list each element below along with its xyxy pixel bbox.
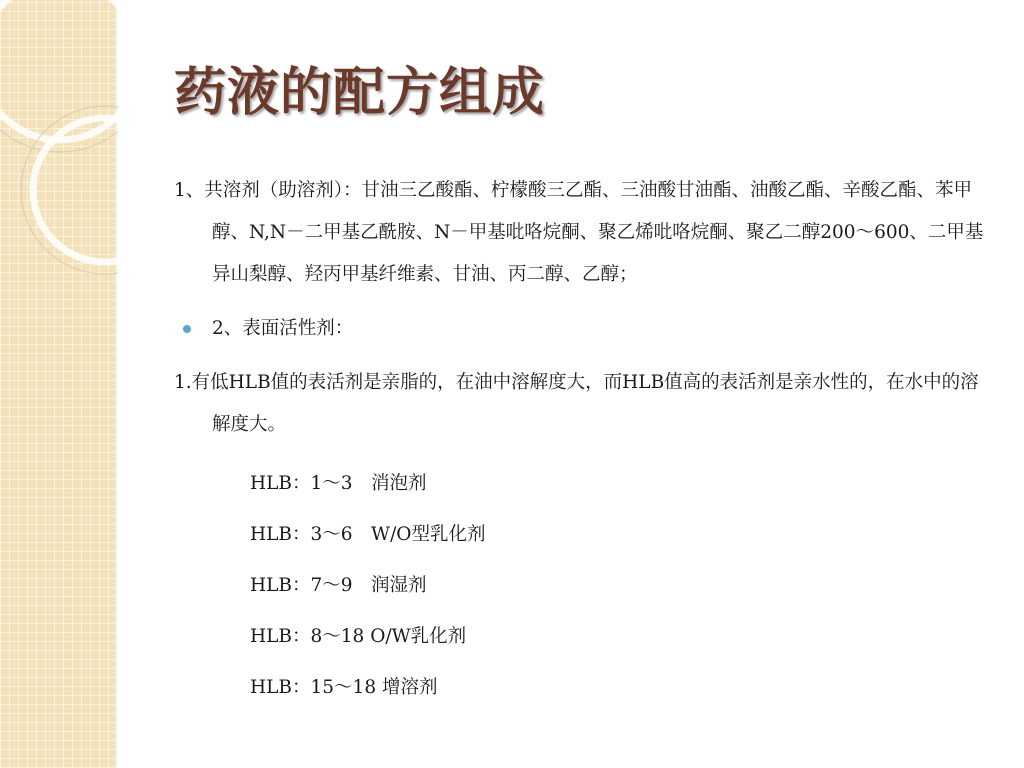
hlb-item: HLB：7～9 润湿剂 xyxy=(250,575,427,596)
hlb-item: HLB：1～3 消泡剂 xyxy=(250,473,427,494)
surfactant-heading: 2、表面活性剂： xyxy=(212,318,354,339)
hlb-item: HLB：8～18 O/W乳化剂 xyxy=(250,626,467,647)
side-panel-edge xyxy=(115,0,118,768)
slide-content xyxy=(174,170,994,713)
slide-title: 药液的配方组成 xyxy=(174,62,546,123)
hlb-item: HLB：15～18 增溶剂 xyxy=(250,677,438,698)
hlb-list xyxy=(174,458,994,713)
decorative-side-panel xyxy=(0,0,115,768)
cosolvent-paragraph: 1、共溶剂（助溶剂）：甘油三乙酸酯、柠檬酸三乙酯、三油酸甘油酯、油酸乙酯、辛酸乙酯、苯甲醇、N,N－二甲基乙酰胺、N－甲基吡咯烷酮、聚乙烯吡咯烷酮、聚乙二醇200～600、二甲基异山梨醇、羟丙甲基纤维素、甘油、丙二醇、乙醇； xyxy=(174,180,984,285)
bullet-dot-icon xyxy=(183,325,191,333)
surfactant-heading-item xyxy=(174,308,994,350)
hlb-item: HLB：3～6 W/O型乳化剂 xyxy=(250,524,486,545)
hlb-explanation-paragraph: 1.有低HLB值的表活剂是亲脂的，在油中溶解度大，而HLB值高的表活剂是亲水性的，在水中的溶解度大。 xyxy=(174,372,979,435)
